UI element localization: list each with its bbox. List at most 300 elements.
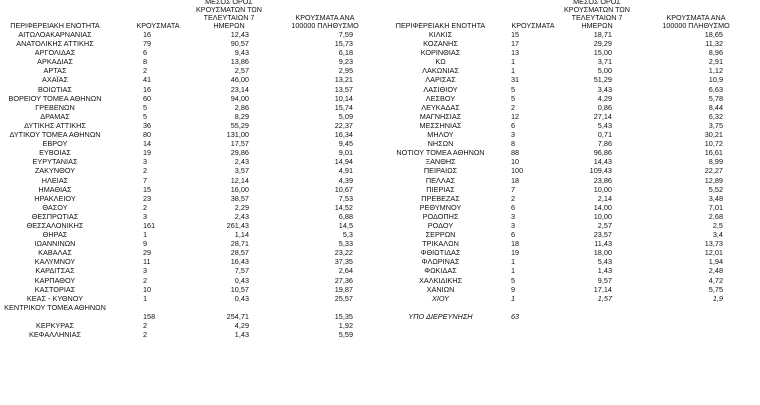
cases-cell: 23 [143,193,152,203]
header-per100k: ΚΡΟΥΣΜΑΤΑ ΑΝΑ 100000 ΠΛΗΘΥΣΜΟ [662,13,730,30]
per100k-cell: 5,78 [708,93,723,103]
region-cell: ΛΑΡΙΣΑΣ [425,75,456,85]
avg7-cell: 7,86 [597,139,612,149]
region-cell: ΒΟΙΩΤΙΑΣ [38,84,72,94]
avg7-cell: 14,43 [593,157,612,167]
cases-cell: 41 [143,75,152,85]
cases-cell: 16 [143,84,152,94]
per100k-cell: 13,57 [334,84,353,94]
avg7-cell: 96,86 [593,148,612,158]
per100k-cell: 9,01 [338,148,353,158]
cases-cell: 2 [143,166,148,176]
per100k-cell: 5,75 [708,284,723,294]
cases-cell: 3 [143,157,148,167]
avg7-cell: 18,71 [593,30,612,39]
avg7-cell: 4,29 [234,321,249,330]
avg7-cell: 261,43 [226,220,249,230]
table-row [0,85,372,94]
region-cell: ΛΑΣΙΘΙΟΥ [423,84,458,94]
table-row [378,94,760,103]
cases-cell: 18 [511,175,520,185]
per100k-cell: 5,59 [338,330,353,340]
table-row [0,285,372,294]
per100k-cell: 12,89 [704,175,723,185]
per100k-cell: 19,87 [334,284,353,294]
avg7-cell: 0,43 [234,275,249,285]
per100k-cell: 5,09 [338,111,353,121]
table-row [0,166,372,175]
per100k-cell: 4,39 [338,175,353,185]
avg7-cell: 10,00 [593,211,612,221]
table-row [0,103,372,112]
cases-cell: 3 [511,220,516,230]
region-cell: ΚΕΦΑΛΛΗΝΙΑΣ [29,330,81,340]
per100k-cell: 6,88 [338,211,353,221]
per100k-cell: 15,73 [334,39,353,49]
cases-cell: 1 [511,293,516,303]
per100k-cell: 30,21 [704,130,723,140]
per100k-cell: 2,91 [708,57,723,67]
per100k-cell: 22,37 [334,120,353,130]
avg7-cell: 16,43 [230,257,249,267]
table-row [378,130,760,139]
per100k-cell: 1,12 [708,66,723,76]
region-cell: ΕΥΡΥΤΑΝΙΑΣ [32,157,78,167]
region-cell: ΦΛΩΡΙΝΑΣ [421,257,460,267]
avg7-cell: 254,71 [226,311,249,321]
cases-cell: 6 [511,202,516,212]
avg7-cell: 17,14 [593,284,612,294]
region-cell: ΡΕΘΥΜΝΟΥ [419,202,462,212]
region-cell: ΙΩΑΝΝΙΝΩΝ [34,239,76,249]
table-row [378,139,760,148]
left-table-body [0,30,372,339]
right-table-body [378,30,760,303]
avg7-cell: 10,57 [230,284,249,294]
avg7-cell: 1,14 [234,230,249,240]
region-cell: ΑΡΓΟΛΙΔΑΣ [34,48,76,58]
per100k-cell: 16,34 [334,130,353,140]
per100k-cell: 10,14 [334,93,353,103]
per100k-cell: 11,32 [705,39,723,49]
avg7-cell: 5,00 [597,66,612,76]
cases-cell: 16 [143,30,152,39]
cases-cell: 15 [511,30,520,39]
avg7-cell: 28,71 [230,239,249,249]
region-cell: ΞΑΝΘΗΣ [425,157,456,167]
avg7-cell: 1,43 [234,330,249,340]
per100k-cell: 10,72 [704,139,723,149]
cases-cell: 2 [511,193,516,203]
table-row [378,221,760,230]
table-row [0,212,372,221]
per100k-cell: 8,44 [708,102,723,112]
table-row [378,148,760,157]
cases-cell: 19 [143,148,152,158]
region-cell: ΕΥΒΟΙΑΣ [39,148,71,158]
region-cell: ΧΑΛΚΙΔΙΚΗΣ [418,275,463,285]
header-cases: ΚΡΟΥΣΜΑΤΑ [511,21,555,30]
per100k-cell: 6,18 [338,48,353,58]
cases-cell: 6 [511,230,516,240]
avg7-cell: 2,57 [234,66,249,76]
cases-cell: 29 [143,248,152,258]
table-row [378,230,760,239]
cases-cell: 9 [511,284,516,294]
avg7-cell: 2,14 [597,193,612,203]
table-row [0,57,372,66]
per100k-cell: 10,9 [708,75,723,85]
cases-cell: 2 [511,102,516,112]
under-investigation-cases: 63 [511,311,520,321]
left-table [0,2,372,339]
cases-cell: 161 [143,220,156,230]
under-investigation-label: ΥΠΟ ΔΙΕΡΕΥΝΗΣΗ [408,311,473,321]
avg7-cell: 90,57 [230,39,249,49]
avg7-cell: 17,57 [230,139,249,149]
cases-cell: 3 [511,211,516,221]
per100k-cell: 23,22 [334,248,353,258]
table-row [0,30,372,39]
per100k-cell: 13,73 [704,239,723,249]
table-row [378,257,760,266]
region-cell: ΠΡΕΒΕΖΑΣ [421,193,460,203]
region-cell: ΜΗΛΟΥ [427,130,454,140]
region-cell: ΚΙΛΚΙΣ [428,30,453,39]
avg7-cell: 3,57 [234,166,249,176]
table-row [0,321,372,330]
cases-cell: 1 [511,66,516,76]
avg7-cell: 16,00 [230,184,249,194]
table-row [378,57,760,66]
per100k-cell: 1,9 [712,293,723,303]
avg7-cell: 28,57 [230,248,249,258]
avg7-cell: 23,86 [593,175,612,185]
table-row [378,48,760,57]
avg7-cell: 8,29 [234,111,249,121]
avg7-cell: 9,57 [597,275,612,285]
avg7-cell: 11,43 [594,239,612,249]
avg7-cell: 46,00 [230,75,249,85]
region-cell: ΗΜΑΘΙΑΣ [38,184,72,194]
avg7-cell: 0,71 [597,130,612,140]
avg7-cell: 9,43 [234,48,249,58]
cases-cell: 9 [143,239,148,249]
avg7-cell: 29,86 [230,148,249,158]
table-row [378,157,760,166]
region-cell: ΒΟΡΕΙΟΥ ΤΟΜΕΑ ΑΘΗΝΩΝ [8,93,102,103]
per100k-cell: 7,59 [338,30,353,39]
region-cell: ΗΛΕΙΑΣ [41,175,69,185]
region-cell: ΦΩΚΙΔΑΣ [424,266,457,276]
cases-cell: 11 [143,257,151,267]
table-row [0,139,372,148]
region-cell: ΜΑΓΝΗΣΙΑΣ [419,111,462,121]
table-row [378,294,760,303]
avg7-cell: 38,57 [230,193,249,203]
table-row [0,221,372,230]
cases-cell: 3 [143,211,148,221]
per100k-cell: 2,48 [708,266,723,276]
avg7-cell: 2,29 [234,202,249,212]
region-cell: ΘΕΣΣΑΛΟΝΙΚΗΣ [26,220,84,230]
cases-cell: 17 [511,39,520,49]
table-row [0,130,372,139]
table-row [0,266,372,275]
region-cell: ΝΟΤΙΟΥ ΤΟΜΕΑ ΑΘΗΝΩΝ [396,148,485,158]
per100k-cell: 14,94 [334,157,353,167]
region-cell: ΠΕΛΛΑΣ [425,175,456,185]
per100k-cell: 9,45 [338,139,353,149]
avg7-cell: 2,86 [234,102,249,112]
region-cell: ΦΘΙΩΤΙΔΑΣ [420,248,461,258]
table-row [0,121,372,130]
per100k-cell: 37,35 [334,257,353,267]
region-cell: ΚΑΒΑΛΑΣ [38,248,72,258]
region-cell: ΠΙΕΡΙΑΣ [426,184,455,194]
table-row [378,66,760,75]
per100k-cell: 2,68 [708,211,723,221]
region-cell: ΘΑΣΟΥ [42,202,68,212]
table-row [0,294,372,303]
under-investigation-row [378,312,760,321]
cases-cell: 6 [511,120,516,130]
per100k-cell: 3,4 [712,230,723,240]
table-row [0,248,372,257]
region-cell: ΑΡΤΑΣ [43,66,67,76]
cases-cell: 7 [143,175,148,185]
table-row [378,239,760,248]
table-row [0,148,372,157]
cases-cell: 19 [511,248,520,258]
per100k-cell: 3,75 [708,120,723,130]
avg7-cell: 5,43 [597,257,612,267]
per100k-cell: 5,52 [708,184,723,194]
table-row [0,185,372,194]
region-cell: ΗΡΑΚΛΕΙΟΥ [34,193,76,203]
per100k-cell: 3,48 [708,193,723,203]
region-cell: ΚΑΣΤΟΡΙΑΣ [34,284,76,294]
avg7-cell: 5,43 [597,120,612,130]
avg7-cell: 14,00 [593,202,612,212]
right-table [378,2,760,321]
region-cell: ΚΑΡΠΑΘΟΥ [34,275,76,285]
avg7-cell: 4,29 [597,93,612,103]
per100k-cell: 25,57 [334,293,353,303]
cases-cell: 5 [511,275,516,285]
avg7-cell: 51,29 [593,75,612,85]
cases-cell: 60 [143,93,152,103]
avg7-cell: 2,57 [597,220,612,230]
table-row [378,121,760,130]
region-cell: ΓΡΕΒΕΝΩΝ [35,102,75,112]
per100k-cell: 1,92 [338,321,353,330]
per100k-cell: 8,96 [708,48,723,58]
cases-cell: 12 [511,111,520,121]
cases-cell: 79 [143,39,152,49]
cases-cell: 5 [511,84,516,94]
table-row [378,203,760,212]
table-row [378,276,760,285]
region-cell: ΚΕΝΤΡΙΚΟΥ ΤΟΜΕΑ ΑΘΗΝΩΝ [4,302,106,312]
cases-cell: 6 [143,48,148,58]
avg7-cell: 109,43 [589,166,612,176]
per100k-cell: 14,5 [338,220,353,230]
per100k-cell: 9,23 [338,57,353,67]
cases-cell: 1 [143,293,148,303]
table-row [378,85,760,94]
region-cell: ΜΕΣΣΗΝΙΑΣ [419,120,462,130]
table-row [0,66,372,75]
region-cell: ΚΑΛΥΜΝΟΥ [34,257,76,267]
cases-cell: 2 [143,330,148,340]
per100k-cell: 15,35 [334,311,353,321]
per100k-cell: 1,94 [708,257,723,267]
header-avg7: ΜΕΣΟΣ ΟΡΟΣ ΚΡΟΥΣΜΑΤΩΝ ΤΩΝ ΤΕΛΕΥΤΑΙΩΝ 7 ΗΜΕΡΩΝ [564,0,630,30]
header-avg7: ΜΕΣΟΣ ΟΡΟΣ ΚΡΟΥΣΜΑΤΩΝ ΤΩΝ ΤΕΛΕΥΤΑΙΩΝ 7 ΗΜΕΡΩΝ [196,0,262,30]
region-cell: ΑΧΑΪΑΣ [41,75,68,85]
per100k-cell: 6,32 [708,111,723,121]
table-row [0,257,372,266]
table-row [0,230,372,239]
region-cell: ΑΝΑΤΟΛΙΚΗΣ ΑΤΤΙΚΗΣ [16,39,94,49]
region-cell: ΚΕΑΣ - ΚΥΘΝΟΥ [26,293,84,303]
per100k-cell: 13,21 [334,75,353,85]
table-row [0,94,372,103]
avg7-cell: 29,29 [593,39,612,49]
per100k-cell: 16,61 [704,148,723,158]
region-cell: ΠΕΙΡΑΙΩΣ [423,166,458,176]
cases-cell: 31 [511,75,520,85]
per100k-cell: 5,3 [342,230,353,240]
per100k-cell: 18,65 [704,30,723,39]
cases-cell: 18 [511,239,520,249]
table-row [378,75,760,84]
region-cell: ΛΕΣΒΟΥ [425,93,456,103]
avg7-cell: 23,57 [593,230,612,240]
table-row [378,112,760,121]
avg7-cell: 1,57 [597,293,612,303]
region-cell: ΕΒΡΟΥ [42,139,68,149]
per100k-cell: 12,01 [704,248,723,258]
region-cell: ΔΡΑΜΑΣ [40,111,70,121]
cases-cell: 2 [143,202,148,212]
per100k-cell: 7,53 [338,193,353,203]
cases-cell: 1 [511,266,516,276]
table-row [0,39,372,48]
region-cell: ΤΡΙΚΑΛΩΝ [422,239,459,249]
region-cell: ΔΥΤΙΚΟΥ ΤΟΜΕΑ ΑΘΗΝΩΝ [9,130,101,140]
table-row [0,176,372,185]
table-row [0,330,372,339]
avg7-cell: 0,43 [234,293,249,303]
cases-cell: 7 [511,184,516,194]
table-row [0,203,372,212]
avg7-cell: 13,86 [230,57,249,67]
cases-cell: 88 [511,148,520,158]
avg7-cell: 1,43 [597,266,612,276]
per100k-cell: 22,27 [704,166,723,176]
table-row [0,303,372,321]
table-row [0,75,372,84]
per100k-cell: 2,95 [338,66,353,76]
region-cell: ΔΥΤΙΚΗΣ ΑΤΤΙΚΗΣ [24,120,86,130]
region-cell: ΛΕΥΚΑΔΑΣ [421,102,460,112]
avg7-cell: 0,86 [597,102,612,112]
region-cell: ΑΙΤΩΛΟΑΚΑΡΝΑΝΙΑΣ [18,30,92,39]
region-cell: ΚΕΡΚΥΡΑΣ [35,321,75,330]
per100k-cell: 4,72 [708,275,723,285]
cases-cell: 80 [143,130,152,140]
table-row [378,285,760,294]
cases-cell: 1 [143,230,148,240]
avg7-cell: 18,00 [593,248,612,258]
left-table-header [0,2,372,30]
table-row [378,176,760,185]
table-row [0,276,372,285]
cases-cell: 5 [143,111,148,121]
per100k-cell: 6,63 [708,84,723,94]
avg7-cell: 12,14 [230,175,249,185]
cases-cell: 100 [511,166,524,176]
table-row [378,103,760,112]
table-row [0,239,372,248]
avg7-cell: 27,14 [593,111,612,121]
avg7-cell: 15,00 [593,48,612,58]
region-cell: ΛΑΚΩΝΙΑΣ [422,66,459,76]
per100k-cell: 2,64 [338,266,353,276]
table-row [378,212,760,221]
cases-cell: 8 [511,139,516,149]
region-cell: ΚΩ [435,57,446,67]
table-row [0,194,372,203]
avg7-cell: 3,43 [597,84,612,94]
cases-cell: 5 [511,93,516,103]
region-cell: ΧΑΝΙΩΝ [426,284,455,294]
right-table-header [378,2,760,30]
table-row [378,166,760,175]
region-cell: ΡΟΔΟΠΗΣ [422,211,459,221]
region-cell: ΣΕΡΡΩΝ [425,230,456,240]
avg7-cell: 12,43 [230,30,249,39]
region-cell: ΑΡΚΑΔΙΑΣ [37,57,73,67]
cases-cell: 2 [143,66,148,76]
table-row [378,248,760,257]
cases-cell: 15 [143,184,152,194]
avg7-cell: 7,57 [234,266,249,276]
per100k-cell: 15,74 [334,102,353,112]
table-row [0,112,372,121]
avg7-cell: 94,00 [230,93,249,103]
avg7-cell: 23,14 [230,84,249,94]
table-row [0,48,372,57]
avg7-cell: 10,00 [593,184,612,194]
region-cell: ΖΑΚΥΝΘΟΥ [34,166,76,176]
cases-cell: 158 [143,311,156,321]
cases-cell: 3 [511,130,516,140]
per100k-cell: 4,91 [338,166,353,176]
table-row [0,157,372,166]
cases-cell: 3 [143,266,148,276]
per100k-cell: 27,36 [334,275,353,285]
region-cell: ΧΙΟΥ [431,293,450,303]
header-per100k: ΚΡΟΥΣΜΑΤΑ ΑΝΑ 100000 ΠΛΗΘΥΣΜΟ [291,13,359,30]
per100k-cell: 7,01 [708,202,723,212]
region-cell: ΝΗΣΩΝ [427,139,454,149]
region-cell: ΚΟΖΑΝΗΣ [423,39,458,49]
table-row [378,194,760,203]
cases-cell: 1 [511,57,516,67]
